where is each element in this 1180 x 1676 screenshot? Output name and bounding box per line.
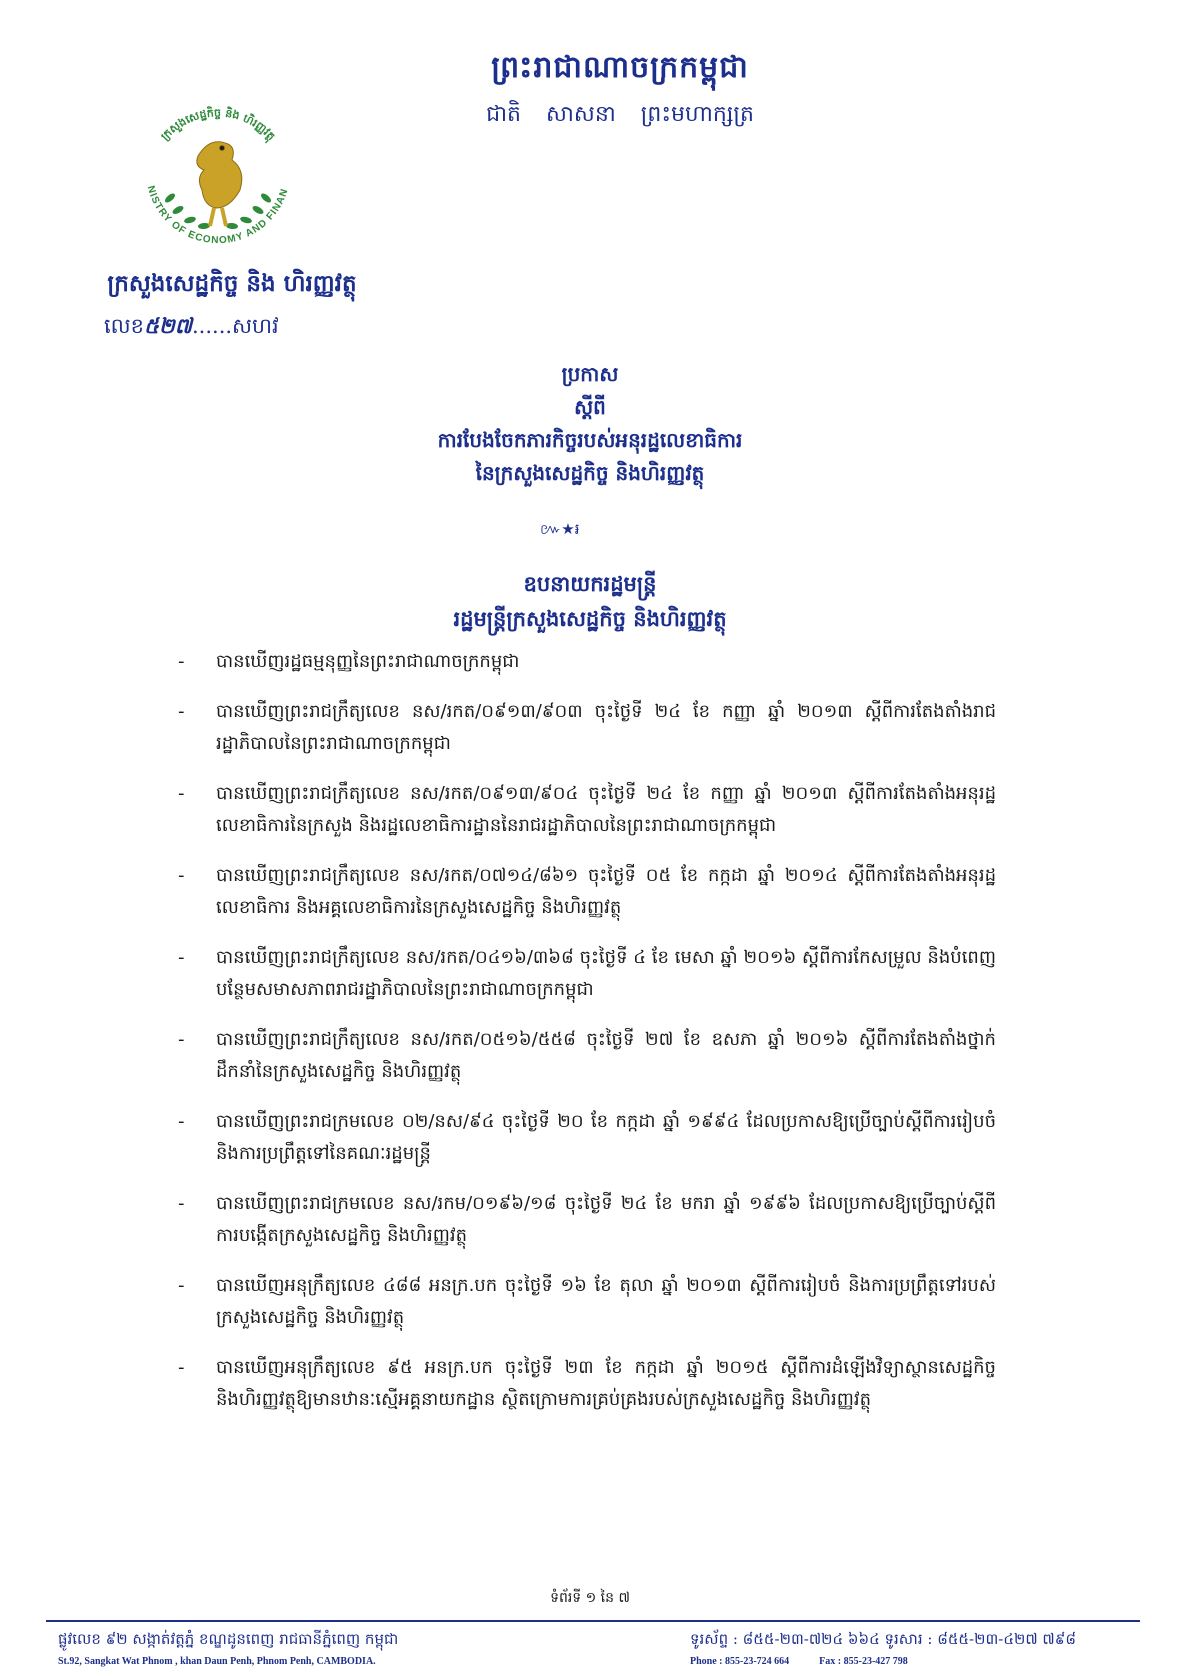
contact-kh: ទូរស័ព្ទ : ៨៥៥-២៣-៧២៤ ៦៦៤ ទូរសារ : ៨៥៥-២៣-៤២៧ ៧៩៨ — [690, 1630, 1076, 1648]
svg-text:ក្រសួងសេដ្ឋកិច្ច និង ហិរញ្ញវត្ — [158, 105, 277, 144]
phone-en: Phone : 855-23-724 664 — [690, 1656, 790, 1667]
ministry-seal — [118, 78, 318, 278]
list-item: - បានឃើញព្រះរាជក្រមលេខ នស/រកម/០១៩៦/១៨ ចុះថ្ងៃទី ២៤ ខែ មករា ឆ្នាំ ១៩៩៦ ដែលប្រកាសឱ្យប្រើច្បាប់ស្តីពីការបង្កើតក្រសួងសេដ្ឋកិច្ច និងហិរញ្ញវត្ថុ — [178, 1193, 996, 1246]
kingdom-header — [430, 48, 810, 132]
issuer-line-1: ឧបនាយករដ្ឋមន្ត្រី — [523, 571, 657, 596]
title-line-1: ប្រកាស — [561, 362, 619, 386]
list-item: - បានឃើញអនុក្រឹត្យលេខ ៤៨៨ អនក្រ.បក ចុះថ្ងៃទី ១៦ ខែ តុលា ឆ្នាំ ២០១៣ ស្តីពីការរៀបចំ និងការប្រព្រឹត្តទៅរបស់ក្រសួងសេដ្ឋកិច្ច និងហិរញ្ញវត្ថុ — [178, 1275, 996, 1328]
page-number: ទំព័រទី ១ នៃ ៧ — [550, 1590, 630, 1606]
issuer-block — [250, 566, 930, 636]
title-line-3: ការបែងចែកភារកិច្ចរបស់អនុរដ្ឋលេខាធិការ — [437, 428, 743, 452]
contact-en — [690, 1656, 1076, 1667]
fax-en: Fax : 855-23-427 798 — [819, 1656, 908, 1667]
address-kh: ផ្លូវលេខ ៩២ សង្កាត់វត្តភ្នំ ខណ្ឌដូនពេញ រាជធានីភ្នំពេញ កម្ពុជា — [58, 1630, 399, 1648]
seal-ring-text: NISTRY OF ECONOMY AND FINAN — [144, 184, 291, 247]
list-item: - បានឃើញព្រះរាជក្រឹត្យលេខ នស/រកត/០៩១៣/៩០៤ ចុះថ្ងៃទី ២៤ ខែ កញ្ញា ឆ្នាំ ២០១៣ ស្តីពីការតែងតាំងអនុរដ្ឋលេខាធិការនៃក្រសួង និងរដ្ឋលេខាធិការដ្ឋាននៃរាជរដ្ឋាភិបាលនៃព្រះរាជាណាចក្រកម្ពុជា — [178, 783, 996, 836]
list-item: - បានឃើញរដ្ឋធម្មនុញ្ញនៃព្រះរាជាណាចក្រកម្ពុជា — [178, 651, 520, 672]
footer-divider — [46, 1620, 1140, 1622]
reference-suffix: ......សហវ — [192, 314, 279, 338]
list-item: - បានឃើញព្រះរាជក្រឹត្យលេខ នស/រកត/០៤១៦/៣៦៨ ចុះថ្ងៃទី ៤ ខែ មេសា ឆ្នាំ ២០១៦ ស្តីពីការកែសម្រួល និងបំពេញបន្ថែមសមាសភាពរាជរដ្ឋាភិបាលនៃព្រះរាជាណាចក្រកម្ពុជា — [178, 947, 996, 1000]
list-item: - បានឃើញព្រះរាជក្រឹត្យលេខ នស/រកត/០៩១៣/៩០៣ ចុះថ្ងៃទី ២៤ ខែ កញ្ញា ឆ្នាំ ២០១៣ ស្តីពីការតែងតាំងរាជរដ្ឋាភិបាលនៃព្រះរាជាណាចក្រកម្ពុជា — [178, 701, 996, 754]
list-item: - បានឃើញអនុក្រឹត្យលេខ ៩៥ អនក្រ.បក ចុះថ្ងៃទី ២៣ ខែ កក្កដា ឆ្នាំ ២០១៥ ស្តីពីការដំឡើងវិទ្យាស្ថានសេដ្ឋកិច្ច និងហិរញ្ញវត្ថុឱ្យមានឋានៈស្មើអគ្គនាយកដ្ឋាន ស្ថិតក្រោមការគ្រប់គ្រងរបស់ក្រសួងសេដ្ឋកិច្ច និងហិរញ្ញវត្ថុ — [178, 1357, 996, 1410]
title-line-2: ស្តីពី — [574, 395, 606, 419]
ministry-name: ក្រសួងសេដ្ឋកិច្ច និង ហិរញ្ញវត្ថុ — [107, 270, 357, 297]
document-title — [250, 358, 930, 490]
list-item: - បានឃើញព្រះរាជក្រឹត្យលេខ នស/រកត/០៥១៦/៥៥៨ ចុះថ្ងៃទី ២៧ ខែ ឧសភា ឆ្នាំ ២០១៦ ស្តីពីការតែងតាំងថ្នាក់ដឹកនាំនៃក្រសួងសេដ្ឋកិច្ច និងហិរញ្ញវត្ថុ — [178, 1029, 996, 1082]
reference-value: ៥២៧ — [144, 313, 192, 338]
divider-ornament: ៚★៛ — [540, 520, 580, 538]
issuer-line-2: រដ្ឋមន្ត្រីក្រសួងសេដ្ឋកិច្ច និងហិរញ្ញវត្ថុ — [453, 606, 727, 631]
national-motto: ជាតិ សាសនា ព្រះមហាក្សត្រ — [486, 102, 754, 127]
title-line-4: នៃក្រសួងសេដ្ឋកិច្ច និងហិរញ្ញវត្ថុ — [475, 461, 705, 485]
consideration-list — [176, 646, 996, 1434]
seal-ring-text-kh: ក្រសួងសេដ្ឋកិច្ច និង ហិរញ្ញវត្ថុ — [158, 106, 278, 143]
list-item: - បានឃើញព្រះរាជក្រមលេខ ០២/នស/៩៤ ចុះថ្ងៃទី ២០ ខែ កក្កដា ឆ្នាំ ១៩៩៤ ដែលប្រកាសឱ្យប្រើច្បាប់ស្តីពីការរៀបចំ និងការប្រព្រឹត្តទៅនៃគណៈរដ្ឋមន្ត្រី — [178, 1111, 996, 1164]
golden-bird-emblem-icon — [197, 142, 242, 226]
reference-label: លេខ — [104, 314, 144, 338]
kingdom-title: ព្រះរាជាណាចក្រកម្ពុជា — [491, 50, 749, 85]
address-en: St.92, Sangkat Wat Phnom , khan Daun Penh, Phnom Penh, CAMBODIA. — [58, 1656, 376, 1667]
reference-number — [104, 313, 279, 344]
footer-address — [58, 1630, 398, 1667]
footer-contact — [690, 1630, 1076, 1667]
list-item: - បានឃើញព្រះរាជក្រឹត្យលេខ នស/រកត/០៧១៤/៨៦១ ចុះថ្ងៃទី ០៥ ខែ កក្កដា ឆ្នាំ ២០១៤ ស្តីពីការតែងតាំងអនុរដ្ឋលេខាធិការ និងអគ្គលេខាធិការនៃក្រសួងសេដ្ឋកិច្ច និងហិរញ្ញវត្ថុ — [178, 865, 996, 918]
